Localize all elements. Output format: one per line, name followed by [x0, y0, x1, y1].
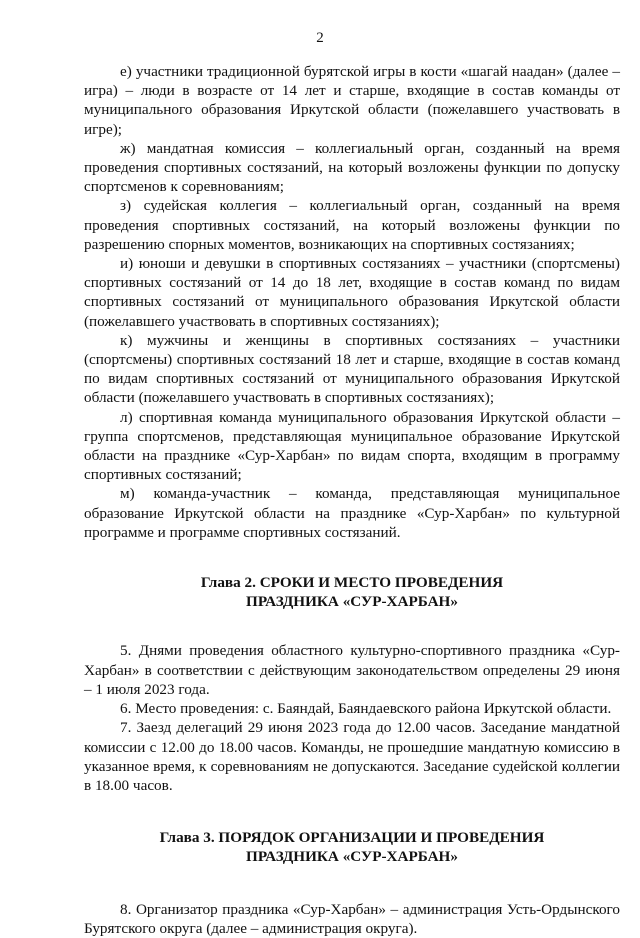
paragraph-i: и) юноши и девушки в спортивных состязаниях – участники (спортсмены) спортивных состязаний от 14 до 18 лет, входящие в состав команд по видам спортивных состязаний от муниципального образования Иркутской области (пожелавшего участвовать в спортивных состязаниях); [84, 255, 620, 330]
chapter-2-title-line2: ПРАЗДНИКА «СУР-ХАРБАН» [246, 593, 458, 611]
paragraph-5: 5. Днями проведения областного культурно-спортивного праздника «Сур-Харбан» в соответствии с действующим законодательством определены 29 июня – 1 июля 2023 года. [84, 642, 620, 698]
document-body [84, 62, 620, 938]
paragraph-6: 6. Место проведения: с. Баяндай, Баяндаевского района Иркутской области. [120, 700, 612, 718]
page-number: 2 [316, 30, 324, 46]
paragraph-l: л) спортивная команда муниципального образования Иркутской области – группа спортсменов, представляющая муниципальное образование Иркутской области на празднике «Сур-Харбан» по видам спорта, входящим в программу спортивных состязаний; [84, 408, 620, 484]
chapter-2-heading [84, 573, 620, 611]
chapter-3-title-line1: Глава 3. ПОРЯДОК ОРГАНИЗАЦИИ И ПРОВЕДЕНИЯ [159, 829, 545, 847]
paragraph-zh: ж) мандатная комиссия – коллегиальный орган, созданный на время проведения спортивных состязаний, на который возложены функции по допуску спортсменов к соревнованиям; [84, 139, 620, 196]
paragraph-e: е) участники традиционной бурятской игры в кости «шагай наадан» (далее – игра) – люди в возрасте от 14 лет и старше, входящие в состав команды от муниципального образования Иркутской области (пожелавшего участвовать в игре); [84, 63, 620, 138]
paragraph-z: з) судейская коллегия – коллегиальный орган, созданный на время проведения спортивных состязаний, на который возложены функции по разрешению спорных моментов, возникающих на спортивных состязаниях; [84, 197, 620, 253]
paragraph-m: м) команда-участник – команда, представляющая муниципальное образование Иркутской области на празднике «Сур-Харбан» по культурной программе и программе спортивных состязаний. [84, 485, 620, 541]
paragraph-7: 7. Заезд делегаций 29 июня 2023 года до 12.00 часов. Заседание мандатной комиссии с 12.00 до 18.00 часов. Команды, не прошедшие мандатную комиссию в указанное время, к соревнованиям не допускаются. Заседание судейской коллегии в 18.00 часов. [84, 719, 620, 794]
chapter-3-title-line2: ПРАЗДНИКА «СУР-ХАРБАН» [246, 848, 458, 866]
chapter-2-title-line1: Глава 2. СРОКИ И МЕСТО ПРОВЕДЕНИЯ [200, 574, 504, 592]
paragraph-k: к) мужчины и женщины в спортивных состязаниях – участники (спортсмены) спортивных состязаний 18 лет и старше, входящие в состав команд по видам спортивных состязаний от муниципального образования Иркутской области (пожелавшего участвовать в спортивных состязаниях); [84, 331, 620, 407]
paragraph-8: 8. Организатор праздника «Сур-Харбан» – администрация Усть-Ордынского Бурятского округа (далее – администрация округа). [84, 900, 620, 937]
chapter-3-heading [84, 828, 620, 866]
